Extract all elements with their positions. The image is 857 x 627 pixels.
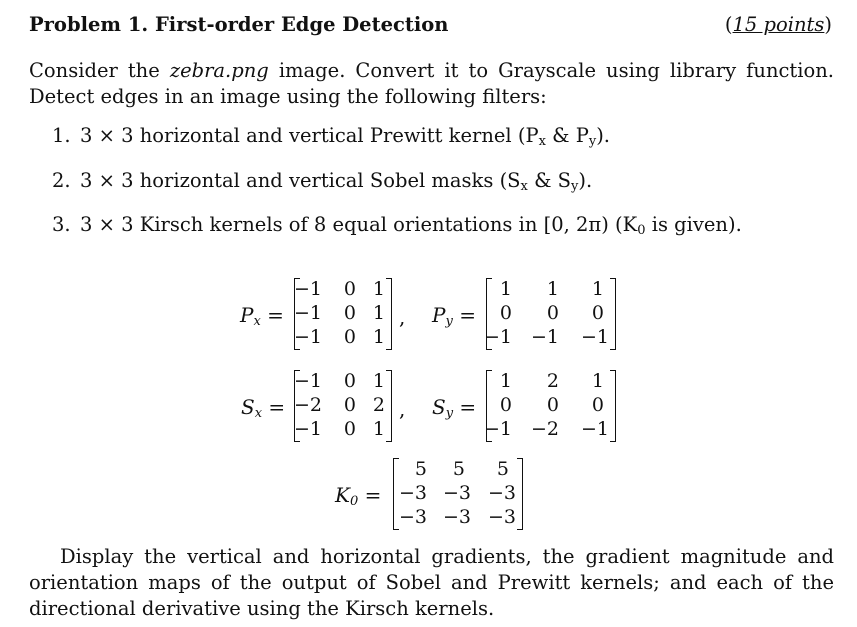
matrix-cell: 1 <box>372 370 385 392</box>
matrix-cell: 1 <box>372 302 385 324</box>
matrix-cell: 1 <box>372 278 385 300</box>
matrix-cell: 0 <box>343 302 356 324</box>
matrix-cell: 0 <box>343 370 356 392</box>
list-item: 1. 3 × 3 horizontal and vertical Prewitt kernel ($P_x$ & $P_y$). <box>52 124 610 149</box>
matrix-cell: −3 <box>442 506 471 528</box>
matrix-cell: 0 <box>546 394 559 416</box>
matrix-cell: 1 <box>372 418 385 440</box>
matrix-cell: 1 <box>546 278 559 300</box>
matrix-cell: −3 <box>398 506 427 528</box>
matrix-cell: 0 <box>343 394 356 416</box>
closing-paragraph: Display the vertical and horizontal gradients, the gradient magnitude and orientation maps of the output of Sobel and Prewitt kernels; and each of the directional derivative using the Kirsch kernels. <box>29 545 834 620</box>
matrix-cell: −2 <box>293 394 322 416</box>
matrix-cell: −3 <box>487 482 516 504</box>
sobel-y-matrix <box>483 370 616 442</box>
matrix-cell: 5 <box>452 458 465 480</box>
matrix-cell: −3 <box>487 506 516 528</box>
list-item: 2. 3 × 3 horizontal and vertical Sobel masks ($S_x$ & $S_y$). <box>52 169 593 194</box>
matrix-cell: 0 <box>343 278 356 300</box>
matrix-cell: 2 <box>546 370 559 392</box>
prewitt-y-matrix <box>483 278 616 350</box>
k0-label: $K_0$ = <box>335 483 382 509</box>
matrix-cell: −3 <box>442 482 471 504</box>
matrix-cell: 1 <box>591 370 604 392</box>
matrix-cell: 0 <box>591 302 604 324</box>
matrix-cell: 5 <box>414 458 427 480</box>
problem-title: Problem 1. First-order Edge Detection <box>29 13 449 36</box>
image-filename: zebra.png <box>169 59 269 82</box>
py-label: $P_y$ = <box>432 303 476 329</box>
points-value: 15 points <box>732 13 825 36</box>
matrix-cell: −3 <box>398 482 427 504</box>
matrix-cell: −2 <box>530 418 559 440</box>
prewitt-x-matrix <box>294 278 392 350</box>
matrix-cell: 0 <box>499 394 512 416</box>
matrix-cell: 1 <box>499 278 512 300</box>
matrix-cell: 0 <box>343 418 356 440</box>
matrix-cell: 0 <box>343 326 356 348</box>
matrix-cell: −1 <box>293 326 322 348</box>
px-label: $P_x$ = <box>240 303 284 329</box>
matrix-cell: −1 <box>580 326 609 348</box>
matrix-cell: −1 <box>530 326 559 348</box>
matrix-cell: 0 <box>591 394 604 416</box>
sobel-x-matrix <box>294 370 392 442</box>
sx-label: $S_x$ = <box>241 395 286 421</box>
points-label: (15 points) <box>724 13 832 36</box>
matrix-cell: −1 <box>580 418 609 440</box>
matrix-cell: 1 <box>499 370 512 392</box>
matrix-cell: 0 <box>499 302 512 324</box>
matrix-cell: −1 <box>293 278 322 300</box>
separator-comma: , <box>399 305 406 329</box>
kirsch-k0-matrix <box>393 458 523 530</box>
separator-comma: , <box>399 397 406 421</box>
matrix-cell: 1 <box>591 278 604 300</box>
sy-label: $S_y$ = <box>432 395 477 421</box>
matrix-cell: 1 <box>372 326 385 348</box>
matrix-cell: −1 <box>293 370 322 392</box>
matrix-cell: −1 <box>293 302 322 324</box>
matrix-cell: 2 <box>372 394 385 416</box>
matrix-cell: −1 <box>483 326 512 348</box>
matrix-cell: 5 <box>496 458 509 480</box>
matrix-cell: −1 <box>483 418 512 440</box>
matrix-cell: 0 <box>546 302 559 324</box>
list-item: 3. 3 × 3 Kirsch kernels of 8 equal orientations in [0, 2π) ($K_0$ is given). <box>52 213 742 238</box>
intro-paragraph: Consider the zebra.png image. Convert it to Grayscale using library function. Detect edges in an image using the following filters: <box>29 59 834 108</box>
matrix-cell: −1 <box>293 418 322 440</box>
